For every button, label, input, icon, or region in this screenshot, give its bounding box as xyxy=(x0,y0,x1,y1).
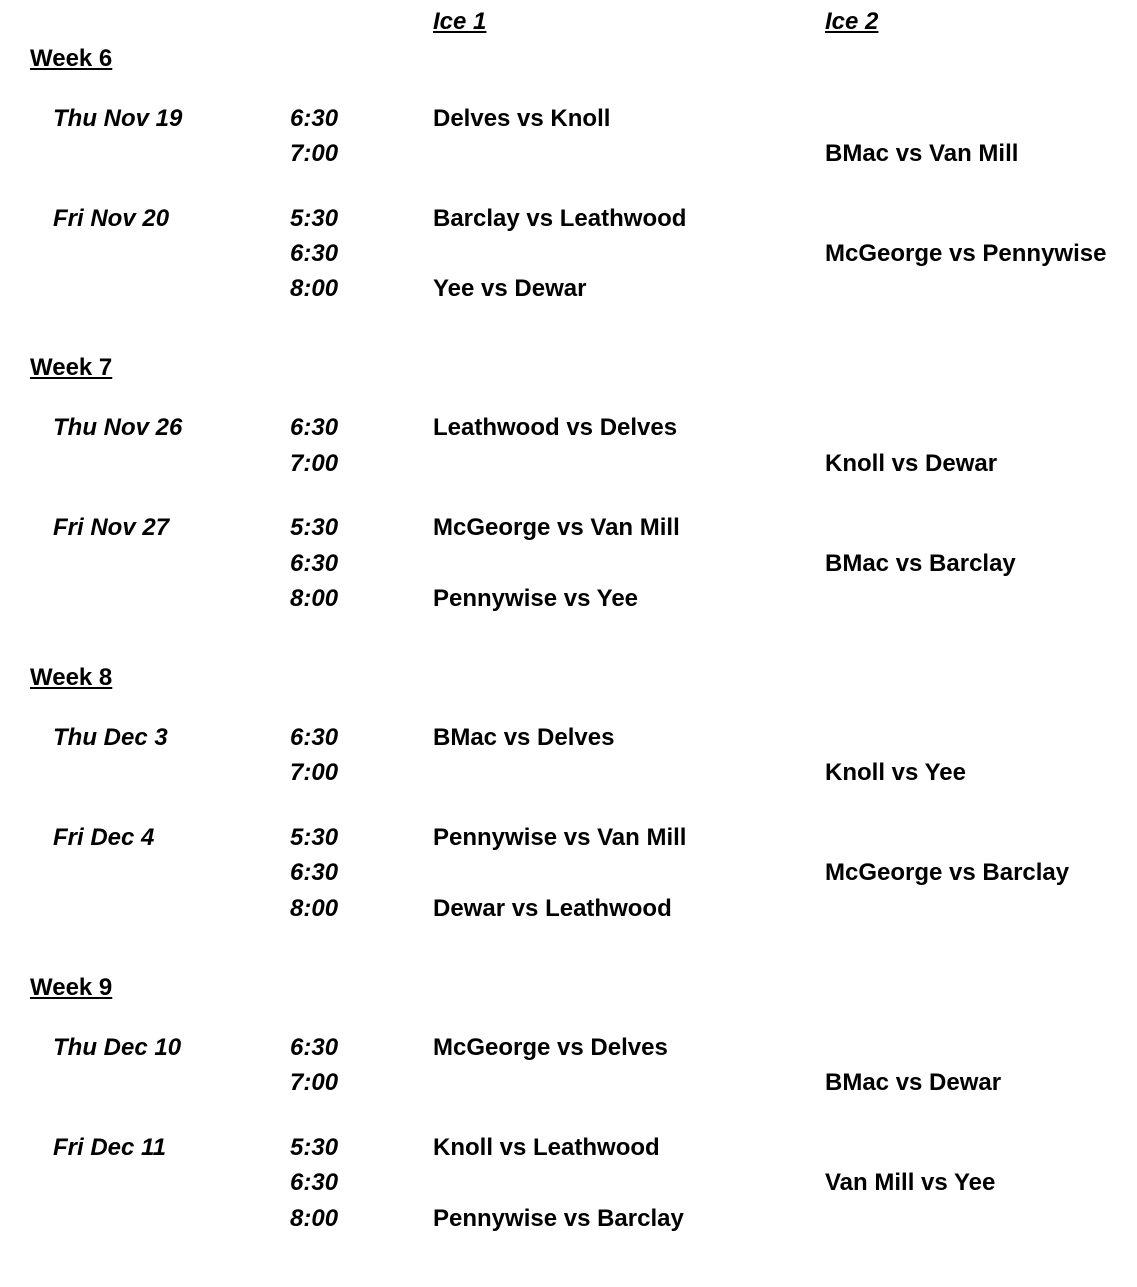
slot-time: 6:30 xyxy=(290,105,339,132)
slot-time: 6:30 xyxy=(290,1034,339,1061)
week-title: Week 9 xyxy=(30,974,113,1001)
slot-time: 8:00 xyxy=(290,585,339,612)
day-label: Fri Dec 11 xyxy=(53,1134,166,1161)
day-label: Fri Dec 4 xyxy=(53,824,155,851)
ice-2-game: Van Mill vs Yee xyxy=(825,1169,996,1196)
slot-time: 7:00 xyxy=(290,140,339,167)
ice-2-game: McGeorge vs Barclay xyxy=(825,859,1070,886)
slot-time: 6:30 xyxy=(290,414,339,441)
day-label: Thu Nov 26 xyxy=(53,414,183,441)
ice-1-game: Pennywise vs Yee xyxy=(433,585,639,612)
ice-1-game: BMac vs Delves xyxy=(433,724,615,751)
slot-time: 6:30 xyxy=(290,1169,339,1196)
ice-2-game: Knoll vs Dewar xyxy=(825,450,998,477)
ice-1-game: McGeorge vs Delves xyxy=(433,1034,668,1061)
day-label: Fri Nov 27 xyxy=(53,514,170,541)
day-label: Fri Nov 20 xyxy=(53,205,170,232)
slot-time: 7:00 xyxy=(290,1069,339,1096)
slot-time: 8:00 xyxy=(290,1205,339,1232)
slot-time: 6:30 xyxy=(290,859,339,886)
ice-1-game: Pennywise vs Van Mill xyxy=(433,824,687,851)
ice-2-header: Ice 2 xyxy=(825,8,879,35)
slot-time: 7:00 xyxy=(290,450,339,477)
ice-2-game: McGeorge vs Pennywise xyxy=(825,240,1107,267)
slot-time: 5:30 xyxy=(290,1134,339,1161)
ice-2-game: BMac vs Van Mill xyxy=(825,140,1019,167)
day-label: Thu Nov 19 xyxy=(53,105,183,132)
ice-1-header: Ice 1 xyxy=(433,8,487,35)
ice-1-game: Yee vs Dewar xyxy=(433,275,587,302)
slot-time: 8:00 xyxy=(290,275,339,302)
slot-time: 5:30 xyxy=(290,824,339,851)
ice-2-game: Knoll vs Yee xyxy=(825,759,966,786)
slot-time: 6:30 xyxy=(290,550,339,577)
slot-time: 5:30 xyxy=(290,205,339,232)
ice-2-game: BMac vs Barclay xyxy=(825,550,1016,577)
week-title: Week 8 xyxy=(30,664,113,691)
ice-1-game: McGeorge vs Van Mill xyxy=(433,514,680,541)
ice-1-game: Knoll vs Leathwood xyxy=(433,1134,660,1161)
week-title: Week 6 xyxy=(30,45,113,72)
ice-1-game: Pennywise vs Barclay xyxy=(433,1205,684,1232)
ice-1-game: Delves vs Knoll xyxy=(433,105,611,132)
week-title: Week 7 xyxy=(30,354,113,381)
ice-1-game: Dewar vs Leathwood xyxy=(433,895,672,922)
ice-1-game: Barclay vs Leathwood xyxy=(433,205,687,232)
day-label: Thu Dec 3 xyxy=(53,724,168,751)
day-label: Thu Dec 10 xyxy=(53,1034,182,1061)
slot-time: 6:30 xyxy=(290,240,339,267)
slot-time: 5:30 xyxy=(290,514,339,541)
ice-1-game: Leathwood vs Delves xyxy=(433,414,678,441)
ice-2-game: BMac vs Dewar xyxy=(825,1069,1002,1096)
slot-time: 7:00 xyxy=(290,759,339,786)
slot-time: 8:00 xyxy=(290,895,339,922)
slot-time: 6:30 xyxy=(290,724,339,751)
